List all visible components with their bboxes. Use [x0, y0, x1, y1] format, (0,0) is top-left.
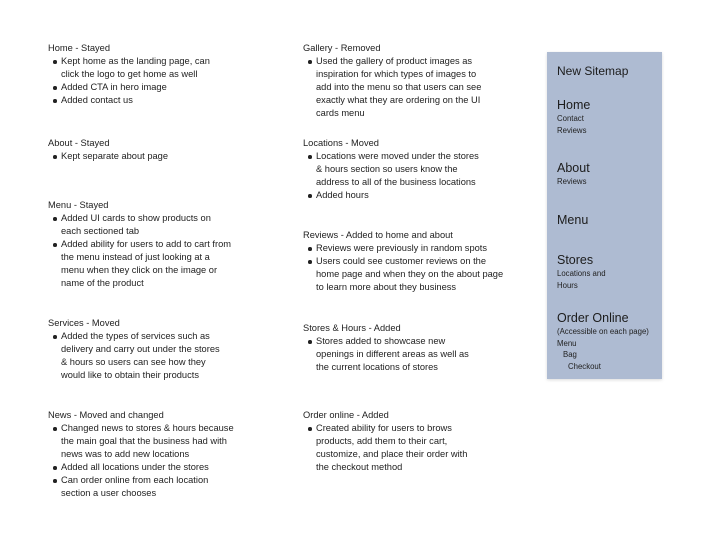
sitemap-order-note: (Accessible on each page) [557, 327, 649, 336]
section-stores-hours [303, 322, 508, 374]
sitemap-menu-label: Menu [557, 213, 589, 227]
list-item: Added contact us [61, 94, 253, 107]
bullet-list [48, 150, 253, 163]
sitemap-order-label: Order Online [557, 311, 629, 325]
bullet-list [48, 212, 253, 290]
list-item: Added the types of services such as delivery and carry out under the stores & hours so users can see how they would like to obtain their products [61, 330, 223, 382]
list-item: Kept home as the landing page, can click the logo to get home as well [61, 55, 226, 81]
bullet-list [48, 422, 253, 500]
bullet-list [303, 55, 508, 120]
section-heading: Locations - Moved [303, 138, 379, 148]
sitemap-sub-item: Bag [563, 350, 577, 359]
sitemap-home-label: Home [557, 98, 591, 112]
sitemap-sub-item: Checkout [568, 361, 601, 371]
sitemap-about-label: About [557, 161, 590, 175]
list-item: Added CTA in hero image [61, 81, 253, 94]
bullet-list [303, 422, 508, 474]
list-item: Created ability for users to brows products, add them to their cart, customize, and place their order with the checkout method [316, 422, 476, 474]
sitemap-sub-item: Contact [557, 114, 584, 123]
list-item: Kept separate about page [61, 150, 253, 163]
section-heading: Reviews - Added to home and about [303, 230, 453, 240]
sitemap-about [557, 160, 660, 188]
sitemap-title: New Sitemap [557, 64, 629, 78]
bullet-list [303, 335, 508, 374]
section-heading: Stores & Hours - Added [303, 323, 401, 333]
list-item: Reviews were previously in random spots [316, 242, 508, 255]
list-item: Can order online from each location section a user chooses [61, 474, 221, 500]
section-about [48, 137, 253, 163]
list-item: Locations were moved under the stores & hours section so users know the address to all of the business locations [316, 151, 479, 187]
list-item: Added UI cards to show products on each sectioned tab [61, 212, 221, 238]
sitemap-stores-label: Stores [557, 253, 594, 267]
list-item: Users could see customer reviews on the home page and when they on the about page to learn more about they business [316, 255, 506, 294]
bullet-list [48, 55, 253, 107]
section-heading: News - Moved and changed [48, 410, 164, 420]
section-heading: Order online - Added [303, 410, 389, 420]
section-services [48, 317, 253, 382]
sitemap-sub-item: Locations and [557, 269, 606, 278]
list-item: Changed news to stores & hours because the main goal that the business had with news was to add new locations [61, 422, 237, 461]
sitemap-panel [547, 52, 662, 379]
sitemap-sub-item: Reviews [557, 125, 587, 135]
section-heading: Services - Moved [48, 318, 120, 328]
bullet-list [303, 242, 508, 294]
sitemap-stores [557, 252, 660, 291]
section-gallery [303, 42, 508, 120]
section-heading: About - Stayed [48, 138, 110, 148]
bullet-list [48, 330, 253, 382]
section-news [48, 409, 253, 500]
sitemap-sub-item: Reviews [557, 177, 587, 186]
section-menu [48, 199, 253, 290]
sitemap-menu [557, 212, 660, 228]
section-heading: Gallery - Removed [303, 43, 381, 53]
section-heading: Home - Stayed [48, 43, 111, 53]
sitemap-sub-item: Hours [557, 280, 578, 290]
section-locations [303, 137, 508, 202]
section-heading: Menu - Stayed [48, 200, 109, 210]
sitemap-home [557, 97, 660, 136]
section-home [48, 42, 253, 107]
list-item: Used the gallery of product images as inspiration for which types of images to add into the menu so that users can see exactly what they are ordering on the UI cards menu [316, 55, 486, 120]
section-order-online [303, 409, 508, 474]
bullet-list [303, 150, 508, 202]
section-reviews [303, 229, 508, 294]
list-item: Added all locations under the stores [61, 461, 253, 474]
sitemap-sub-item: Menu [557, 338, 577, 348]
list-item: Added hours [316, 189, 508, 202]
list-item: Stores added to showcase new openings in different areas as well as the current locations of stores [316, 335, 474, 374]
list-item: Added ability for users to add to cart from the menu instead of just looking at a menu when they click on the image or name of the product [61, 239, 232, 288]
sitemap-order-online [557, 310, 660, 372]
